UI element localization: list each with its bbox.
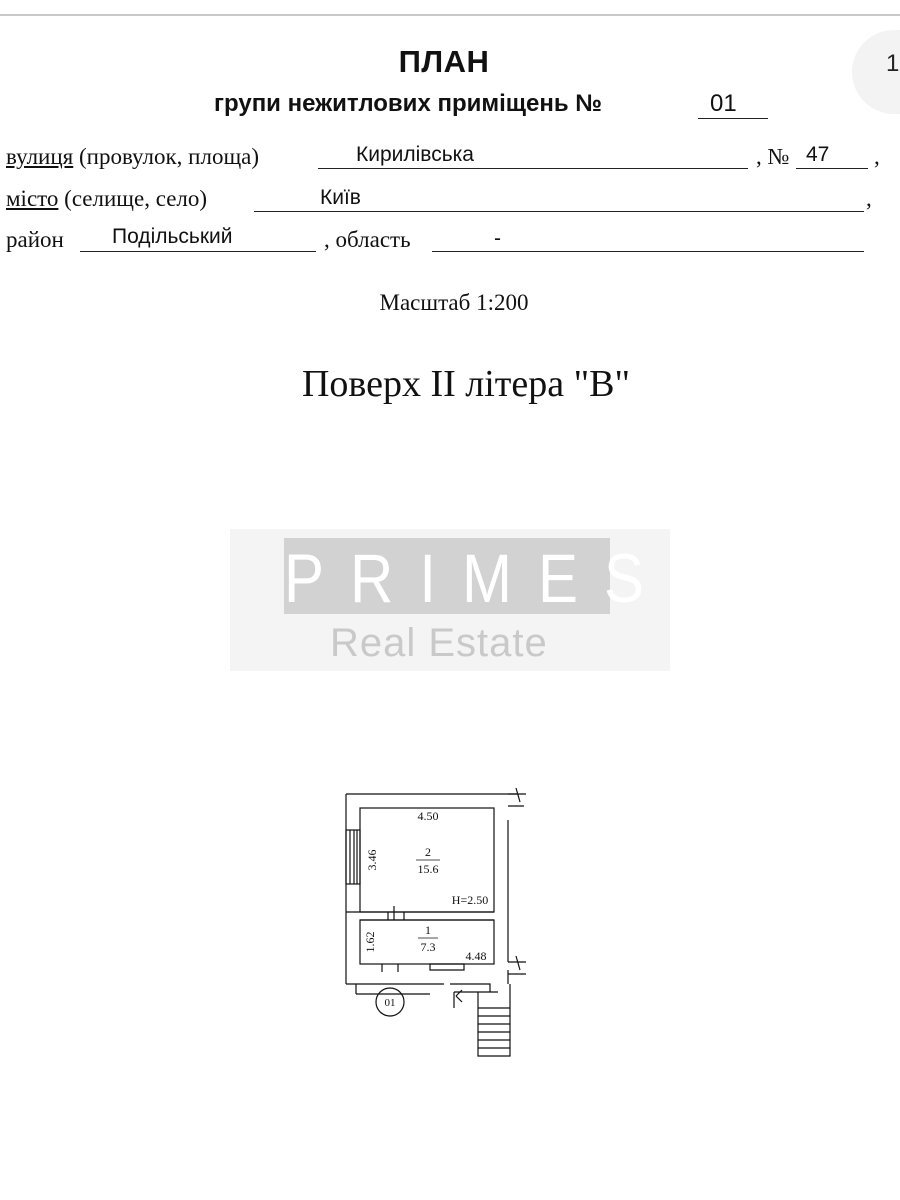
region-value: -	[494, 227, 501, 250]
city-value: Київ	[320, 186, 361, 209]
scale-label: Масштаб 1:200	[379, 290, 529, 315]
district-label: район	[6, 227, 64, 252]
room-2-number: 2	[425, 845, 431, 859]
street-underline	[318, 168, 748, 169]
watermark	[230, 529, 670, 671]
floor-plan	[330, 780, 540, 1070]
room-2-area: 15.6	[417, 862, 439, 876]
door-room-2	[388, 906, 404, 920]
group-number-underline	[698, 118, 768, 119]
street-label-main: вулиця	[6, 144, 74, 169]
room-1-number: 1	[425, 923, 431, 937]
room-2-depth: 3.46	[365, 849, 379, 871]
city-label	[6, 186, 207, 212]
city-label-rest: (селище, село)	[64, 186, 208, 211]
city-row-comma: ,	[866, 186, 872, 211]
district-underline	[80, 251, 316, 252]
document-title: ПЛАН	[398, 44, 490, 79]
top-rule	[0, 14, 900, 16]
group-marker-label: 01	[384, 997, 396, 1009]
region-underline	[432, 251, 864, 252]
floor-title: Поверх II літера "В"	[301, 363, 631, 405]
room-1-area: 7.3	[420, 940, 436, 954]
city-label-main: місто	[6, 186, 59, 211]
watermark-tagline: Real Estate	[330, 621, 548, 665]
room-2-height: H=2.50	[451, 893, 489, 907]
watermark-brand-box	[284, 538, 671, 618]
watermark-brand: PRIMES	[284, 539, 671, 618]
door-room-1	[430, 964, 464, 970]
district-value: Подільський	[112, 225, 233, 248]
break-mark-top	[508, 788, 526, 806]
house-number-underline	[796, 168, 868, 169]
stair-landing	[450, 984, 498, 1008]
partition-wall	[346, 912, 494, 920]
city-underline	[254, 211, 864, 212]
group-number: 01	[710, 90, 737, 117]
region-label: , область	[324, 227, 411, 252]
room-2-width: 4.50	[417, 809, 439, 823]
room-1-depth: 1.62	[363, 931, 377, 953]
document-subtitle	[214, 90, 737, 118]
stair-flight	[478, 984, 510, 1056]
street-value: Кирилівська	[356, 143, 474, 166]
page-number: 1	[886, 50, 900, 77]
street-row-comma: ,	[874, 144, 880, 169]
break-mark-bottom	[508, 956, 526, 974]
room-1-width: 4.48	[465, 949, 487, 963]
house-number: 47	[806, 143, 830, 166]
subtitle-text: групи нежитлових приміщень №	[214, 90, 603, 117]
window-left	[346, 830, 360, 884]
number-label: , №	[756, 144, 790, 169]
street-label-rest: (провулок, площа)	[79, 144, 260, 169]
street-label	[6, 144, 259, 170]
